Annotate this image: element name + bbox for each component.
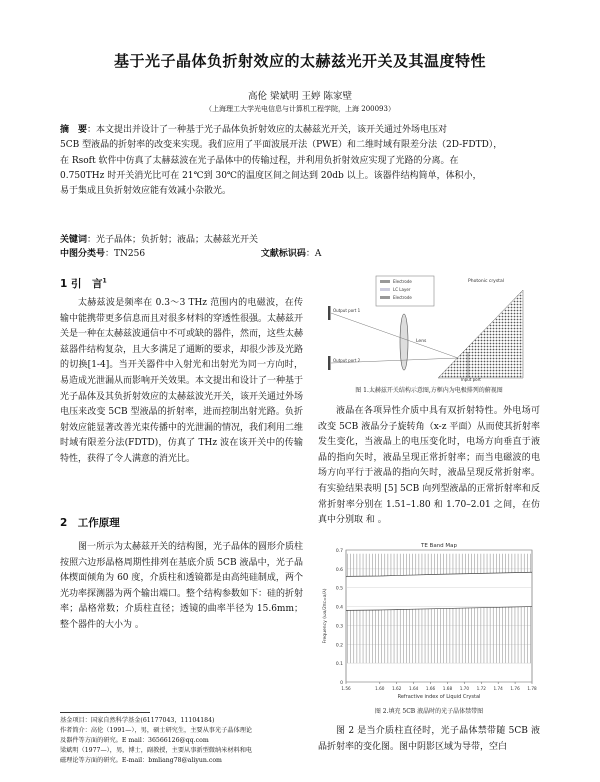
figure-2-chart <box>318 538 540 704</box>
right-column-para-2: 图 2 是当介质柱直径时，光子晶体禁带随 5CB 液晶折射率的变化图。图中阴影区域为导带，空白 <box>318 726 540 752</box>
chart-title: TE Band Map <box>420 543 458 549</box>
x-tick-label: 1.74 <box>493 686 503 691</box>
y-tick-label: 0.5 <box>335 586 343 592</box>
abstract-line-4: 易于集成且负折射效应能有效减小杂散光。 <box>60 186 232 197</box>
legend-label: Electrode <box>393 279 412 284</box>
section-2-body: 图一所示为太赫兹开关的结构图，光子晶体的圆形介质柱按照六边形晶格周期性排列在基底介质 5CB 液晶中，光子晶体楔面倾角为 60 度，介质柱和透镜都是由高纯硅制成，两个光功率探测器为两个输出端口。整个结构参数如下：硅的折射率；晶格常数；介质柱直径；透镜的曲率半径为 15.6mm；整个器件的大小为 。 <box>60 542 303 630</box>
x-tick-label: 1.56 <box>341 686 351 691</box>
legend-swatch-electrode <box>380 296 390 299</box>
abstract-line-3: 0.750THz 时开关消光比可在 21℃到 30℃的温度区间之间达到 20db 以上。该器件结构简单，体积小， <box>60 170 482 181</box>
footnote-line: 磁理论等方面的研究。E-mail：bmliang78@aliyun.com <box>60 757 222 764</box>
plot-frame <box>346 550 532 682</box>
y-tick-label: 0.7 <box>335 549 343 554</box>
section-1-body: 太赫兹波是频率在 0.3～3 THz 范围内的电磁波，在传输中能携带更多信息而且对很多材料的穿透性很强。太赫兹开关是一种在太赫兹波通信中不可或缺的器件，然而，这些太赫兹器件结构复杂，且大多满足了通断的要求，却很少涉及光路的切换[1-4]。当开关器件中入射光和出射光为同一方向时，易造成光泄漏从而影响开关效果。本文提出和设计了一种基于光子晶体及其负折射效应的太赫兹波光开关，该开关通过外场电压来改变 5CB 型液晶的折射率，进而控制出射光路。负折射效应能显著改善光束传播中的光泄漏的情况，我们利用二维时域有限差分法(FDTD)，仿真了 THz 波在该开关中的传输特性，获得了令人满意的消光比。 <box>60 298 303 464</box>
y-tick-label: 0.1 <box>335 662 343 668</box>
abstract-line-2: 在 Rsoft 软件中仿真了太赫兹波在光子晶体中的传输过程，并利用负折射效应实现了光路的分离。在 <box>60 155 459 166</box>
paper-title: 基于光子晶体负折射效应的太赫兹光开关及其温度特性 <box>113 52 486 70</box>
legend-label: LC Layer <box>393 287 411 292</box>
lens <box>400 314 408 370</box>
beam-1 <box>331 313 458 358</box>
footnote-line: 基金项目：国家自然科学基金(61177043，11104184) <box>60 717 215 724</box>
x-tick-label: 1.76 <box>510 686 520 691</box>
y-axis-label: Frequency (ωa/2πc=a/λ) <box>323 588 328 644</box>
label-lens: Lens <box>416 339 427 344</box>
abstract-line-0: 摘 要：本文提出并设计了一种基于光子晶体负折射效应的太赫兹光开关，该开关通过外场电压对 <box>60 125 448 135</box>
abstract <box>60 123 540 199</box>
x-axis-label: Refractive index of Liquid Crystal <box>397 694 481 700</box>
footnote-line: 梁斌明（1977—），男，博士，副教授，主要从事新型微纳米材料和电 <box>60 747 253 754</box>
y-tick-label: 0.3 <box>335 624 343 630</box>
paper-authors: 高伦 梁斌明 王婷 陈家壁 <box>247 91 353 102</box>
x-tick-label: 1.64 <box>408 686 419 691</box>
label-output-2: Output port 2 <box>333 358 361 363</box>
abstract-line-1: 5CB 型液晶的折射率的改变来实现。我们应用了平面波展开法（PWE）和二维时域有限差分法（2D-FDTD）， <box>60 140 503 151</box>
y-tick-label: 0.6 <box>335 567 343 573</box>
right-column-para-1: 液晶在各项异性介质中具有双折射特性。外电场可改变 5CB 液晶分子旋转角（x-z 平面）从而使其折射率发生变化，当液晶上的电压变化时，电场方向垂直于液晶的指向矢时，液晶呈现正常折射率；而当电磁波的电场方向平行于液晶的指向矢时，液晶呈现反常折射率。有实验结果表明 [5] 5CB 向列型液晶的正常折射率和反常折射率分别在 1.51–1.80 和 1.70–2.01 之间，在仿真中分别取 和 。 <box>318 406 540 526</box>
x-tick-label: 1.72 <box>476 686 486 691</box>
paper-affiliation: （上海理工大学光电信息与计算机工程学院，上海 200093） <box>205 105 395 113</box>
x-tick-label: 1.66 <box>425 686 436 691</box>
section-2-heading: 2 工作原理 <box>60 517 120 529</box>
label-photonic-crystal: Photonic crystal <box>468 279 504 284</box>
figure-2-caption: 图 2.填充 5CB 液晶时的光子晶体禁带图 <box>374 708 484 715</box>
keywords-block <box>60 233 540 261</box>
footnote-line: 及器件等方面的研究。E mail：36566126@qq.com <box>60 737 209 744</box>
label-input: Input port <box>461 377 481 382</box>
footnote-rule <box>60 712 150 713</box>
y-tick-label: 0 <box>340 681 343 686</box>
section-1-heading: 1 引 言$^1$ <box>60 277 107 290</box>
photonic-crystal <box>438 290 523 378</box>
x-tick-label: 1.70 <box>459 686 470 691</box>
x-tick-label: 1.62 <box>392 686 402 691</box>
legend-label: Electrode <box>393 295 412 300</box>
figure-1-diagram <box>318 270 540 382</box>
x-tick-label: 1.78 <box>527 686 537 691</box>
output-port-1 <box>328 306 331 320</box>
keywords: 关键词：光子晶体；负折射；液晶；太赫兹光开关 <box>60 235 259 245</box>
legend-swatch-electrode <box>380 280 390 283</box>
footnote-line: 作者简介：高伦（1991—），男，硕士研究生，主要从事光子晶体理论 <box>60 727 253 734</box>
legend-swatch-lc <box>380 288 390 291</box>
y-tick-label: 0.4 <box>335 605 343 611</box>
y-tick-label: 0.2 <box>335 643 343 649</box>
figure-1-caption: 图 1.太赫兹开关结构示意图,方框内为电极排列的俯视图 <box>355 387 503 394</box>
classification: 中图分类号：TN256 文献标识码：A <box>60 249 322 259</box>
x-tick-label: 1.60 <box>375 686 385 691</box>
label-output-1: Output port 1 <box>333 308 361 313</box>
footnote <box>60 716 310 766</box>
x-tick-label: 1.68 <box>442 686 453 691</box>
abstract-label: 摘 要 <box>60 125 88 135</box>
output-port-2 <box>328 356 331 370</box>
